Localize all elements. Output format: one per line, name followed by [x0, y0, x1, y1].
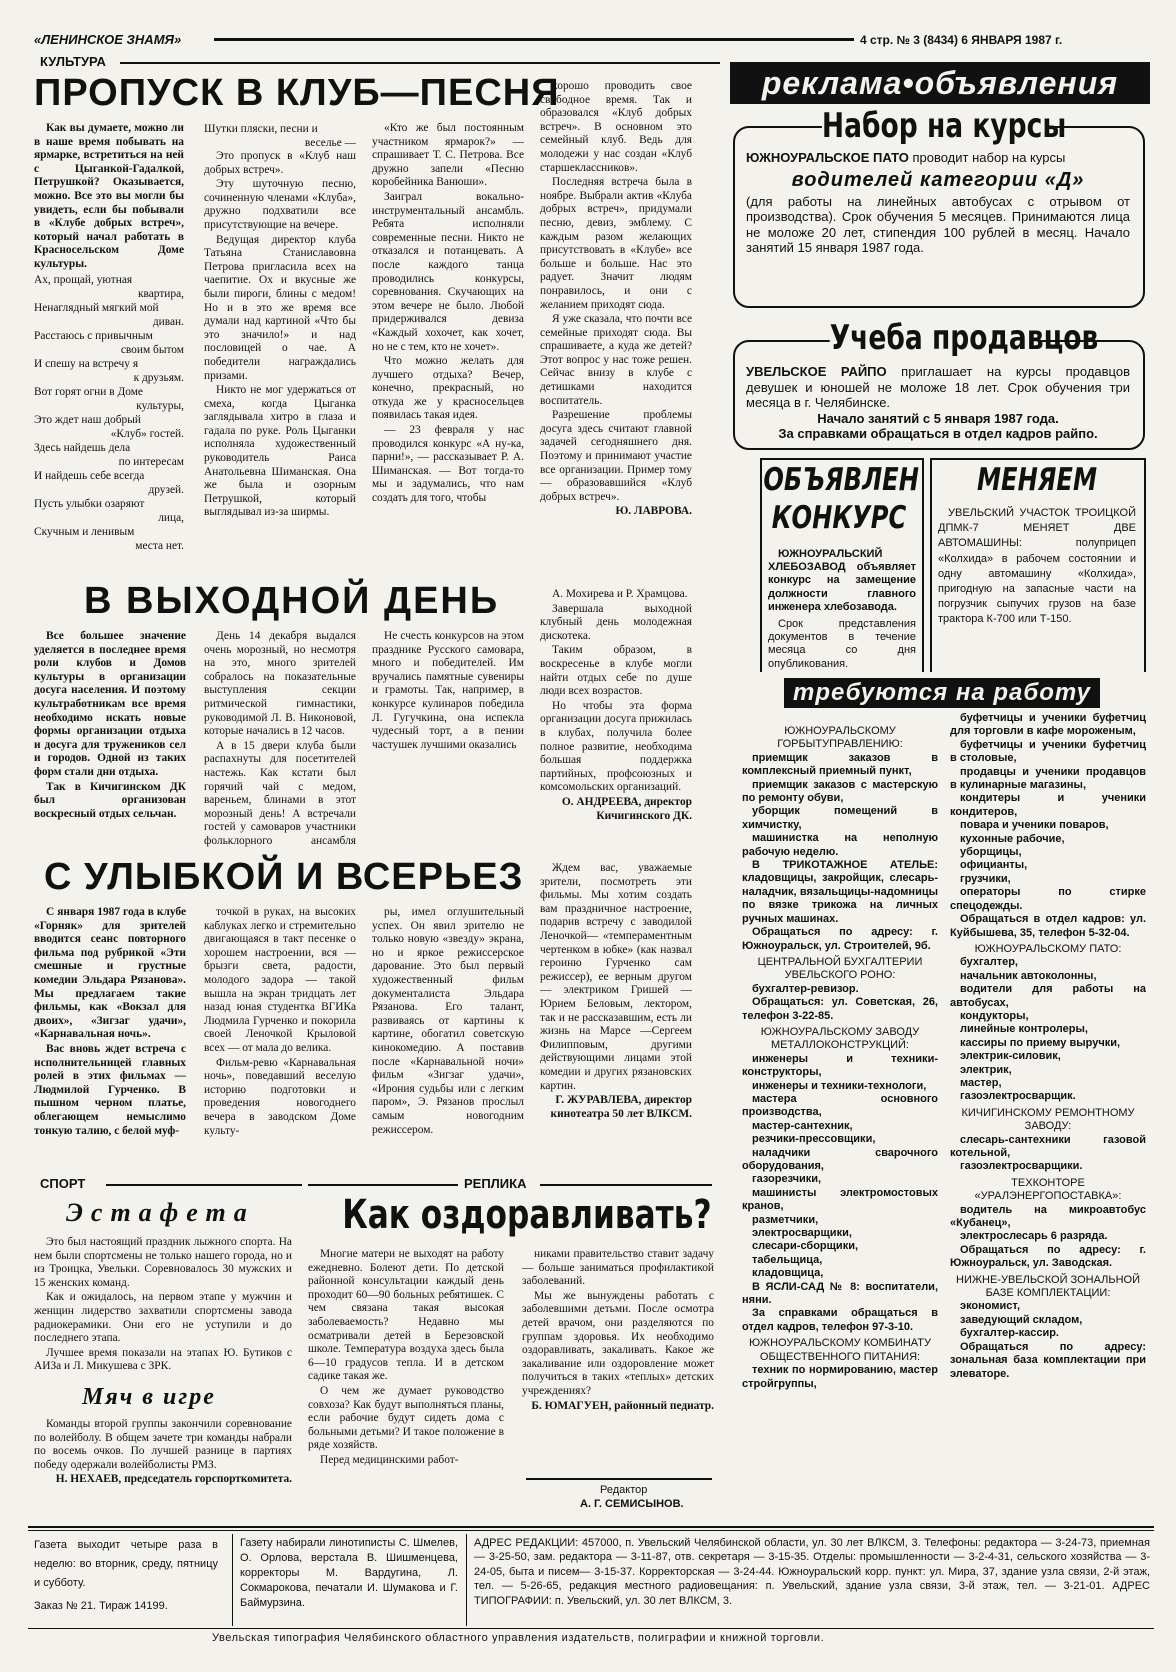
- job-employer: НИЖНЕ-УВЕЛЬСКОЙ ЗОНАЛЬНОЙ БАЗЕ КОМПЛЕКТАЦИИ:: [956, 1273, 1140, 1300]
- poem-line: Шутки пляски, песни и: [204, 123, 318, 135]
- paragraph: Но чтобы эта форма организации досуга прижилась в клубах, получила более полное развитие, необходима большая поддержка партийных, профсоюзных и комсомольских организаций.: [540, 699, 692, 794]
- job-line: электрик-силовик,: [960, 1050, 1061, 1063]
- header-rule: [214, 38, 854, 41]
- ad-ucheba-title: Учеба продавцов: [829, 318, 1099, 358]
- job-employer: ТЕХКОНТОРЕ «УРАЛЭНЕРГОПОСТАВКА»:: [974, 1176, 1122, 1203]
- job-line: наладчики сварочного оборудования,: [742, 1146, 938, 1172]
- paragraph: Заиграл вокально-инструментальный ансамбль. Ребята исполняли современные песни. Никто не отказался и потанцевать. А после каждого танца проводились конкурсы, соревнования. Скучающих на этом вечере не было. Любой придерживался девиза «Каждый хохочет, как хочет, но не с тем, кто не хочет».: [372, 190, 524, 353]
- job-line: операторы по стирке спецодежды.: [950, 886, 1146, 912]
- job-line: слесарь-сантехники газовой котельной,: [950, 1133, 1146, 1159]
- ad-konkurs-text2: Срок представления документов в течение месяца со дня опубликования.: [768, 618, 916, 670]
- sport-title2: Мяч в игре: [82, 1384, 216, 1410]
- editor-rule: [526, 1478, 712, 1480]
- footer-rule-bottom: [28, 1628, 1154, 1629]
- jobs-banner: требуются на работу: [784, 678, 1100, 708]
- sport-title1: Эстафета: [66, 1198, 255, 1227]
- paragraph: Лучшее время показали на этапах Ю. Бутиков с АИЗа и Л. Микушева с ЗРК.: [34, 1346, 292, 1373]
- paragraph: Фильм-ревю «Карнавальная ночь», поведавший веселую историю подготовки и проведения новогоднего вечера в заводском Доме культу-: [204, 1056, 356, 1137]
- ad-konkurs-title1: ОБЪЯВЛЕН: [763, 462, 919, 498]
- poem-line-end: к друзьям.: [133, 371, 184, 384]
- job-line: электросварщики,: [752, 1227, 852, 1240]
- ad-kursy-title: Набор на курсы: [821, 106, 1067, 146]
- poem-line-end: друзей.: [148, 483, 184, 496]
- paragraph: Последняя встреча была в ноябре. Выбрали актив «Клуба добрых встреч», придумали песню, девиз, эмблему. С каждым разом желающих присутствовать в «Клубе» все больше и больше. Нас это радует. Значит людям понравилось, и они с желанием приходят сюда.: [540, 176, 692, 311]
- job-line: официанты,: [960, 859, 1028, 872]
- job-line: инженеры и техники-конструкторы,: [742, 1052, 938, 1079]
- editor-name: А. Г. СЕМИСЫНОВ.: [580, 1498, 684, 1510]
- job-line: начальник автоколонны,: [960, 969, 1097, 982]
- replika-signature: Б. ЮМАГУЕН, районный педиатр.: [531, 1399, 714, 1412]
- job-line: Обращаться по адресу: г. Южноуральск, ул. Заводская.: [950, 1243, 1146, 1270]
- paragraph: Завершала выходной клубный день молодежная дискотека.: [540, 602, 692, 642]
- job-employer: ЮЖНОУРАЛЬСКОМУ ГОРБЫТУПРАВЛЕНИЮ:: [777, 725, 903, 751]
- job-line: электрослесарь 6 разряда.: [960, 1230, 1108, 1243]
- poem-line-end: по интересам: [118, 455, 184, 468]
- article2-col4-text: [540, 588, 692, 795]
- article1-signature: Ю. ЛАВРОВА.: [615, 505, 692, 518]
- job-line: В ТРИКОТАЖНОЕ АТЕЛЬЕ: кладовщицы, закройщик, слесарь-наладчик, вязальщицы-надомницы по вязке трикожа на личных ручных машинах.: [742, 859, 938, 925]
- paragraph: А. Мохирева и Р. Храмцова.: [552, 588, 688, 600]
- paragraph: Ждем вас, уважаемые зрители, посмотреть эти фильмы. Мы хотим создать вам праздничное настроение, подарив встречу с заводилой Леночкой— «темпераментным чертенком в юбке» (как назвал героиню Гурченко сам режиссер), ее верным другом— электриком Гришей — Юрием Беловым, лектором, так и не рассказавшим, есть ли жизнь на Марсе —Сергеем Филипповым, другими действующими лицами этой комедии и других рязановских картин.: [540, 862, 692, 1092]
- article1-col4-text: [540, 80, 692, 504]
- article2-title: В ВЫХОДНОЙ ДЕНЬ: [84, 580, 500, 622]
- job-line: газоэлектросварщики.: [960, 1160, 1083, 1173]
- job-line: кондитеры и ученики кондитеров,: [950, 792, 1146, 818]
- job-line: машинисты электромостовых кранов,: [742, 1186, 938, 1213]
- poem-line-end: «Клуб» гостей.: [110, 427, 184, 440]
- paragraph: Так в Кичигинском ДК был организован воскресный отдых сельчан.: [34, 780, 186, 820]
- article3-col4: [540, 862, 692, 1176]
- job-employer: ЮЖНОУРАЛЬСКОМУ КОМБИНАТУ ОБЩЕСТВЕННОГО ПИТАНИЯ:: [749, 1337, 931, 1363]
- ad-ucheba-start: Начало занятий с 5 января 1987 года.: [817, 410, 1059, 426]
- ad-kursy-category: водителей категории «Д»: [791, 168, 1085, 191]
- article1-intro: Как вы думаете, можно ли в наше время побывать на ярмарке, встретиться на ней с Цыганкой-Гадалкой, Петрушкой? Оказывается, можно. Все это вы могли бы увидеть, если бы побывали в «Клубе добрых встреч», который начал работать в Красносельском Доме культуры.: [34, 122, 184, 270]
- article1-poem: [34, 273, 184, 553]
- paragraph: Многие матери не выходят на работу ежедневно. Болеют дети. По детской районной консультации каждый день проходит 60—90 больных ребятишек. С чем связана такая высокая заболеваемость? Недавно мы осматривали детей в Березовской школе. Температура воздуха здесь была 6—10 градусов тепла. И в детском садике такая же.: [308, 1248, 504, 1383]
- paragraph: А в 15 двери клуба были распахнуты для посетителей настежь. Как кстати был горячий чай с медом, вареньем, блинами в этот морозный день! А встречали гостей у самоваров участники фольклорного ансамбля: [204, 739, 356, 847]
- poem-line-end: лица,: [158, 511, 184, 524]
- job-line: кассиры по приему выручки,: [960, 1036, 1121, 1049]
- job-line: приемщик заказов в комплексный приемный пункт,: [742, 751, 938, 778]
- poem-line: Вот горят огни в Доме: [34, 385, 143, 398]
- issue-info: 4 стр. № 3 (8434) 6 ЯНВАРЯ 1987 г.: [860, 33, 1063, 47]
- ad-menyaem-title: МЕНЯЕМ: [976, 462, 1098, 498]
- paragraph: Все большее значение уделяется в последнее время роли клубов и Домов культуры в организации досуга населения. И поэтому культработникам все время необходимо искать новые формы организации отдыха и досуга для тружеников сел и городов. Одной из таких форм стали дни отдыха.: [34, 630, 186, 778]
- section-sport: СПОРТ: [40, 1176, 86, 1191]
- poem-line: И найдешь себе всегда: [34, 469, 145, 482]
- job-line: грузчики,: [960, 872, 1011, 885]
- paragraph: — 23 февраля у нас проводился конкурс «А ну-ка, парни!», — рассказывает Р. А. Шиманская. — Вот тогда-то мы и задумались, что нам создать для того, чтобы: [372, 424, 524, 505]
- footer-rule-top2: [28, 1530, 1154, 1531]
- job-line: бухгалтер-кассир.: [960, 1327, 1059, 1340]
- job-line: газоэлектросварщик.: [960, 1090, 1076, 1103]
- footer-address: АДРЕС РЕДАКЦИИ: 457000, п. Увельский Челябинской области, ул. 30 лет ВЛКСМ, 3. Телефоны: редактора — 3-24-73, приемная — 3-25-50, зам. редактора — 3-11-87, отв. секретаря — 3-15-35. Отделы: промышленности — 3-2-4-31, сельского хозяйства — 3-24-05, быта и писем— 3-15-37. Корректорская — 3-24-44. Южноуральский корр. пункт: ул. Мира, 37, здание узла связи, 2-й этаж, тел. — 5-26-65, редакция местного радиовещания: п. Увельский, здание узла связи, 3-й этаж, тел. — 3-21-01. АДРЕС ТИПОГРАФИИ: п. Увельский, ул. 30 лет ВЛКСМ, 3.: [474, 1537, 1150, 1607]
- paragraph: Это был настоящий праздник лыжного спорта. На нем были спортсмены не только нашего города, но и из Троицка, Увельки. Соревновалось 30 мужских и 15 женских команд.: [34, 1236, 292, 1289]
- replika-col2-text: [522, 1248, 714, 1399]
- ad-kursy-text1: проводит набор на курсы: [912, 150, 1066, 165]
- paragraph: О чем же думает руководство совхоза? Как будут выполняться планы, если рабочие будут сидеть дома с больными детьми? И такое положение в ряде хозяйств.: [308, 1384, 504, 1452]
- sport-text2-body: [34, 1418, 292, 1472]
- job-employer: КИЧИГИНСКОМУ РЕМОНТНОМУ ЗАВОДУ:: [961, 1106, 1135, 1133]
- ad-kursy-org: ЮЖНОУРАЛЬСКОЕ ПАТО: [746, 150, 909, 165]
- sport-text2: [34, 1418, 292, 1508]
- ad-ucheba-contact: За справками обращаться в отдел кадров райпо.: [778, 426, 1098, 441]
- job-employer: ЮЖНОУРАЛЬСКОМУ ЗАВОДУ МЕТАЛЛОКОНСТРУКЦИЙ:: [760, 1025, 920, 1052]
- job-employer: ЮЖНОУРАЛЬСКОМУ ПАТО:: [974, 942, 1122, 955]
- article1-col1: [34, 122, 184, 580]
- job-line: газорезчики,: [752, 1173, 822, 1186]
- poem-line: Ах, прощай, уютная: [34, 273, 133, 286]
- poem-line: Расстаюсь с привычным: [34, 329, 153, 342]
- paragraph: Команды второй группы закончили соревнование по волейболу. В общем зачете три команды набрали по восемь очков. По лучшей разнице в партиях победу одержали волейболисты РМЗ.: [34, 1418, 292, 1471]
- paragraph: никами правительство ставит задачу — больше заниматься профилактикой заболеваний.: [522, 1248, 714, 1288]
- paragraph: Как и ожидалось, на первом этапе у мужчин и женщин лидерство захватили спортсмены завода радиокерамики. Они его не уступили и до последнего этапа.: [34, 1291, 292, 1345]
- footer-staff: Газету набирали линотиписты С. Шмелев, О. Орлова, верстала В. Шишменцева, корректоры М. Вардугина, Л. Сокмарокова, печатали И. Шумакова и Г. Баймурзина.: [240, 1537, 458, 1609]
- job-line: Обращаться в отдел кадров: ул. Куйбышева, 35, телефон 5-32-04.: [950, 913, 1146, 939]
- footer-divider1: [232, 1534, 233, 1626]
- footer-schedule-cell: [34, 1536, 218, 1614]
- article3-title: С УЛЫБКОЙ И ВСЕРЬЕЗ: [44, 856, 524, 898]
- article3-col1: [34, 906, 186, 1176]
- ad-kursy-body: [746, 150, 1130, 256]
- poem-line-end: веселье —: [304, 137, 356, 149]
- replika-col1: [308, 1248, 504, 1510]
- article2-col1: [34, 630, 186, 850]
- article2-col4: [540, 588, 692, 850]
- poem-line: Здесь найдешь дела: [34, 441, 131, 454]
- paragraph: Это пропуск в «Клуб наш добрых встреч».: [204, 150, 356, 176]
- job-line: разметчики,: [752, 1213, 819, 1226]
- article3-col2: [204, 906, 356, 1176]
- paragraph: Мы же вынуждены работать с заболевшими детьми. После осмотра детей врачом, они разделяются по группам здоровья. Их необходимо оздоравливать, закаливать. Какое же закаливание или оздоровление может получиться в таких «теплых» детских учреждениях?: [522, 1289, 714, 1397]
- culture-rule: [120, 62, 720, 64]
- job-line: слесари-сборщики,: [752, 1240, 859, 1253]
- job-line: кондукторы,: [960, 1009, 1029, 1022]
- job-line: продавцы и ученики продавцов в кулинарные магазины,: [950, 765, 1146, 792]
- job-line: водитель на микроавтобус «Кубанец»,: [950, 1203, 1146, 1230]
- article1-col2: [204, 122, 356, 580]
- paragraph: Таким образом, в воскресенье в клубе могли найти отдых себе по душе люди всех возрастов.: [540, 644, 692, 698]
- job-line: кладовщица,: [752, 1267, 824, 1280]
- editor-label: Редактор: [600, 1484, 648, 1496]
- sport-rule: [106, 1184, 302, 1186]
- footer-printer: Увельская типография Челябинского областного управления издательств, полиграфии и книжной торговли.: [212, 1632, 825, 1644]
- job-line: мастера основного производства,: [742, 1092, 938, 1119]
- paragraph: Ведущая директор клуба Татьяна Станиславовна Петрова пригласила всех на чаепитие. Ох и вкусные же были пироги, блины с медом! Но и в это же время все думали над картиной «Что бы это значило!» и над пословицей о чае. А победители награждались призами.: [204, 233, 356, 382]
- article1-title: ПРОПУСК В КЛУБ—ПЕСНЯ: [34, 72, 560, 114]
- job-line: уборщицы,: [960, 846, 1022, 859]
- poem-line: Ненаглядный мягкий мой: [34, 301, 159, 314]
- paragraph: Никто не мог удержаться от смеха, когда Цыганка заглядывала хитро в глаза и гадала по руке. Роль Цыганки исполняла художественный руководитель Раиса Анатольевна Шиманская. Она же была и озорным Петрушкой, который выглядывал из-за ширмы.: [204, 384, 356, 519]
- ad-konkurs-body: [768, 548, 916, 671]
- paragraph: точкой в руках, на высоких каблуках легко и стремительно двигающаяся в такт песенке о хорошем настроении, вся — брызги света, радости, молодого задора — такой вышла на экран тридцать лет назад юная студентка ВГИКа Людмила Гурченко и покорила своей Леночкой Крыловой всех — от мала до велика.: [204, 906, 356, 1054]
- poem-line-end: своим бытом: [120, 343, 184, 356]
- footer-rule-top: [28, 1526, 1154, 1528]
- paragraph: Разрешение проблемы досуга здесь считают главной задачей сегодняшнего дня. Поэтому и принимают участие все организации. Пример тому — образовавшийся «Клуб добрых встреч».: [540, 409, 692, 503]
- ads-banner: реклама•объявления: [730, 62, 1150, 104]
- article1-col3: [372, 122, 524, 580]
- poem-line-end: места нет.: [135, 539, 184, 552]
- poem-line-end: диван.: [152, 315, 184, 328]
- paragraph: Перед медицинскими работ-: [320, 1453, 459, 1466]
- poem-line-end: культуры,: [136, 399, 184, 412]
- job-line: машинистка на неполную рабочую неделю.: [742, 832, 938, 858]
- job-line: линейные контролеры,: [960, 1023, 1088, 1036]
- job-line: буфетчицы и ученики буфетчиц в столовые,: [950, 738, 1146, 765]
- article3-col4-text: [540, 862, 692, 1093]
- job-line: мастер,: [960, 1076, 1002, 1089]
- sport-text1: [34, 1236, 292, 1386]
- paragraph: Вас вновь ждет встреча с исполнительницей главных ролей в этих фильмах — Людмилой Гурченко. В пышном черном платье, облегающем немыслимо тонкую талию, с белой муф-: [34, 1042, 186, 1137]
- job-line: В ЯСЛИ-САД № 8: воспитатели, няни.: [742, 1280, 938, 1307]
- footer-order: Заказ № 21. Тираж 14199.: [34, 1600, 168, 1612]
- job-line: Обращаться по адресу: зональная база комплектации при элеваторе.: [950, 1340, 1146, 1380]
- job-line: бухгалтер,: [960, 956, 1018, 969]
- job-line: Обращаться: ул. Советская, 26, телефон 3-22-85.: [742, 996, 938, 1022]
- job-line: электрик,: [960, 1063, 1012, 1076]
- replika-col2: [522, 1248, 714, 1468]
- job-line: водители для работы на автобусах,: [950, 983, 1146, 1009]
- article2-col2: [204, 630, 356, 850]
- section-replika: РЕПЛИКА: [464, 1176, 527, 1191]
- paragraph: День 14 декабря выдался очень морозный, но несмотря на это, много зрителей собралось на показательные выступления секции ритмической гимнастики, руководимой Л. В. Никоновой, которые начались в 12 часов.: [204, 630, 356, 738]
- paragraph: Не счесть конкурсов на этом празднике Русского самовара, много и победителей. Им вручались памятные сувениры и грамоты. Так, например, в конкурсе кулинаров победила Л. Гугучкина, она испекла чудесный торт, а в пении частушек лучшими оказались: [372, 630, 524, 751]
- footer-divider2: [466, 1534, 467, 1626]
- job-line: заведующий складом,: [960, 1313, 1083, 1326]
- ad-menyaem-text: УВЕЛЬСКИЙ УЧАСТОК ТРОИЦКОЙ ДПМК-7 МЕНЯЕТ ДВЕ АВТОМАШИНЫ: полуприцеп «Колхида» в рабочем состоянии и одну автомашину «Колхида», пригодную на запасные части на погрузчик сыпучих грузов на базе трактора К-700 или Т-150.: [938, 507, 1136, 626]
- job-line: уборщик помещений в химчистку,: [742, 805, 938, 831]
- poem-line: Скучным и ленивым: [34, 525, 135, 538]
- paragraph: С января 1987 года в клубе «Горняк» для зрителей вводится сеанс повторного фильма под рубрикой «Эти смешные и грустные комедии Эльдара Рязанова». Мы предлагаем такие фильмы, как «Вокзал для двоих», «Зигзаг удачи», «Карнавальная ночь».: [34, 906, 186, 1041]
- job-line: повара и ученики поваров,: [960, 819, 1109, 832]
- section-culture: КУЛЬТУРА: [40, 54, 106, 69]
- poem-line: Пусть улыбки озаряют: [34, 497, 145, 510]
- sport-signature: Н. НЕХАЕВ, председатель горспорткомитета.: [55, 1473, 292, 1486]
- replika-title: Как оздоравливать?: [342, 1192, 712, 1238]
- article2-signature: О. АНДРЕЕВА, директор Кичигинского ДК.: [561, 795, 692, 822]
- job-line: кухонные рабочие,: [960, 832, 1065, 845]
- paragraph: Что можно желать для лучшего отдыха? Вечер, конечно, прекрасный, но откуда же у красносельцев появилась такая идея.: [372, 355, 524, 422]
- job-line: резчики-прессовщики,: [752, 1133, 876, 1146]
- job-line: техник по нормированию, мастер стройгруппы,: [742, 1364, 938, 1390]
- replika-rule-left: [308, 1184, 458, 1186]
- ad-menyaem-body: [938, 506, 1136, 628]
- paragraph: хорошо проводить свое свободное время. Так и образовался «Клуб добрых встреч». В основном это семейный клуб. Ведь для молодежи у нас создан «Клуб старшеклассников».: [540, 80, 692, 174]
- job-line: экономист,: [960, 1300, 1021, 1313]
- replika-rule-right: [540, 1184, 712, 1186]
- job-line: мастер-сантехник,: [752, 1119, 853, 1132]
- paragraph: Эту шуточную песню, сочиненную членами «Клуба», дружно подхватили все присутствующие на вечере.: [204, 178, 356, 231]
- footer-schedule: Газета выходит четыре раза в неделю: во вторник, среду, пятницу и субботу.: [34, 1539, 218, 1589]
- poem-line: Это ждет наш добрый: [34, 413, 141, 426]
- paragraph: ры, имел оглушительный успех. Он явил зрителю не только новую «звезду» экрана, но и яркое режиссерское дарование. Это был первый художественный фильм документалиста Эльдара Рязанова. Его талант, развиваясь от картины к картине, обогатил советскую кинокомедию. А поставив после «Карнавальной ночи» фильм «Зигзаг удачи», «Ирония судьбы или с легким паром», Э. Рязанов прослыл самым новогодним режиссером.: [372, 906, 524, 1136]
- article3-signature: Г. ЖУРАВЛЕВА, директор кинотеатра 50 лет ВЛКСМ.: [550, 1094, 692, 1120]
- ad-kursy-text2: (для работы на линейных автобусах с отрывом от производства). Срок обучения 5 месяцев. Принимаются лица не моложе 20 лет, стипендия 100 рублей в месяц. Начало занятий 15 января 1987 года.: [746, 193, 1130, 255]
- job-line: Обращаться по адресу: г. Южноуральск, ул. Строителей, 9б.: [742, 926, 938, 952]
- job-line: табельщица,: [752, 1253, 823, 1266]
- jobs-col1: [742, 722, 938, 1524]
- article3-col3: [372, 906, 524, 1176]
- ad-ucheba-body: [746, 364, 1130, 442]
- article1-col2-poem: [204, 122, 356, 150]
- paragraph: Я уже сказала, что почти все семейные приходят сюда. Вы спрашиваете, а куда же детей? Этот вопрос у нас тоже решен. Сейчас внизу в клубе с детишками находится воспитатель.: [540, 313, 692, 407]
- ad-ucheba-org: УВЕЛЬСКОЕ РАЙПО: [746, 364, 887, 379]
- poem-line-end: квартира,: [137, 287, 184, 300]
- paper-name: «ЛЕНИНСКОЕ ЗНАМЯ»: [34, 32, 182, 47]
- job-line: буфетчицы и ученики буфетчиц для торговли в кафе мороженым,: [950, 712, 1146, 738]
- ad-konkurs-title2: КОНКУРС: [771, 500, 907, 536]
- paragraph: «Кто же был постоянным участником ярмарок?» — спрашивает Т. С. Петрова. Все дружно запели «Песню коробейника Ванюши».: [372, 122, 524, 189]
- job-line: инженеры и техники-технологи,: [752, 1079, 927, 1092]
- job-employer: ЦЕНТРАЛЬНОЙ БУХГАЛТЕРИИ УВЕЛЬСКОГО РОНО:: [757, 955, 923, 982]
- article1-col2-text: [204, 150, 356, 520]
- poem-line: И спешу на встречу я: [34, 357, 139, 370]
- ad-konkurs-text: ЮЖНОУРАЛЬСКИЙ ХЛЕБОЗАВОД объявляет конкурс на замещение должности главного инженера хлебозавода.: [768, 548, 916, 613]
- article2-col3: [372, 630, 524, 850]
- ad-ucheba-text: приглашает на курсы продавцов девушек и юношей не моложе 18 лет. Срок обучения три месяца в г. Челябинске.: [746, 364, 1130, 410]
- article1-col4: [540, 80, 692, 572]
- jobs-col2: [950, 712, 1146, 1524]
- job-line: бухгалтер-ревизор.: [752, 982, 859, 995]
- job-line: За справками обращаться в отдел кадров, телефон 97-3-10.: [742, 1307, 938, 1333]
- job-line: приемщик заказов с мастерскую по ремонту обуви,: [742, 778, 938, 805]
